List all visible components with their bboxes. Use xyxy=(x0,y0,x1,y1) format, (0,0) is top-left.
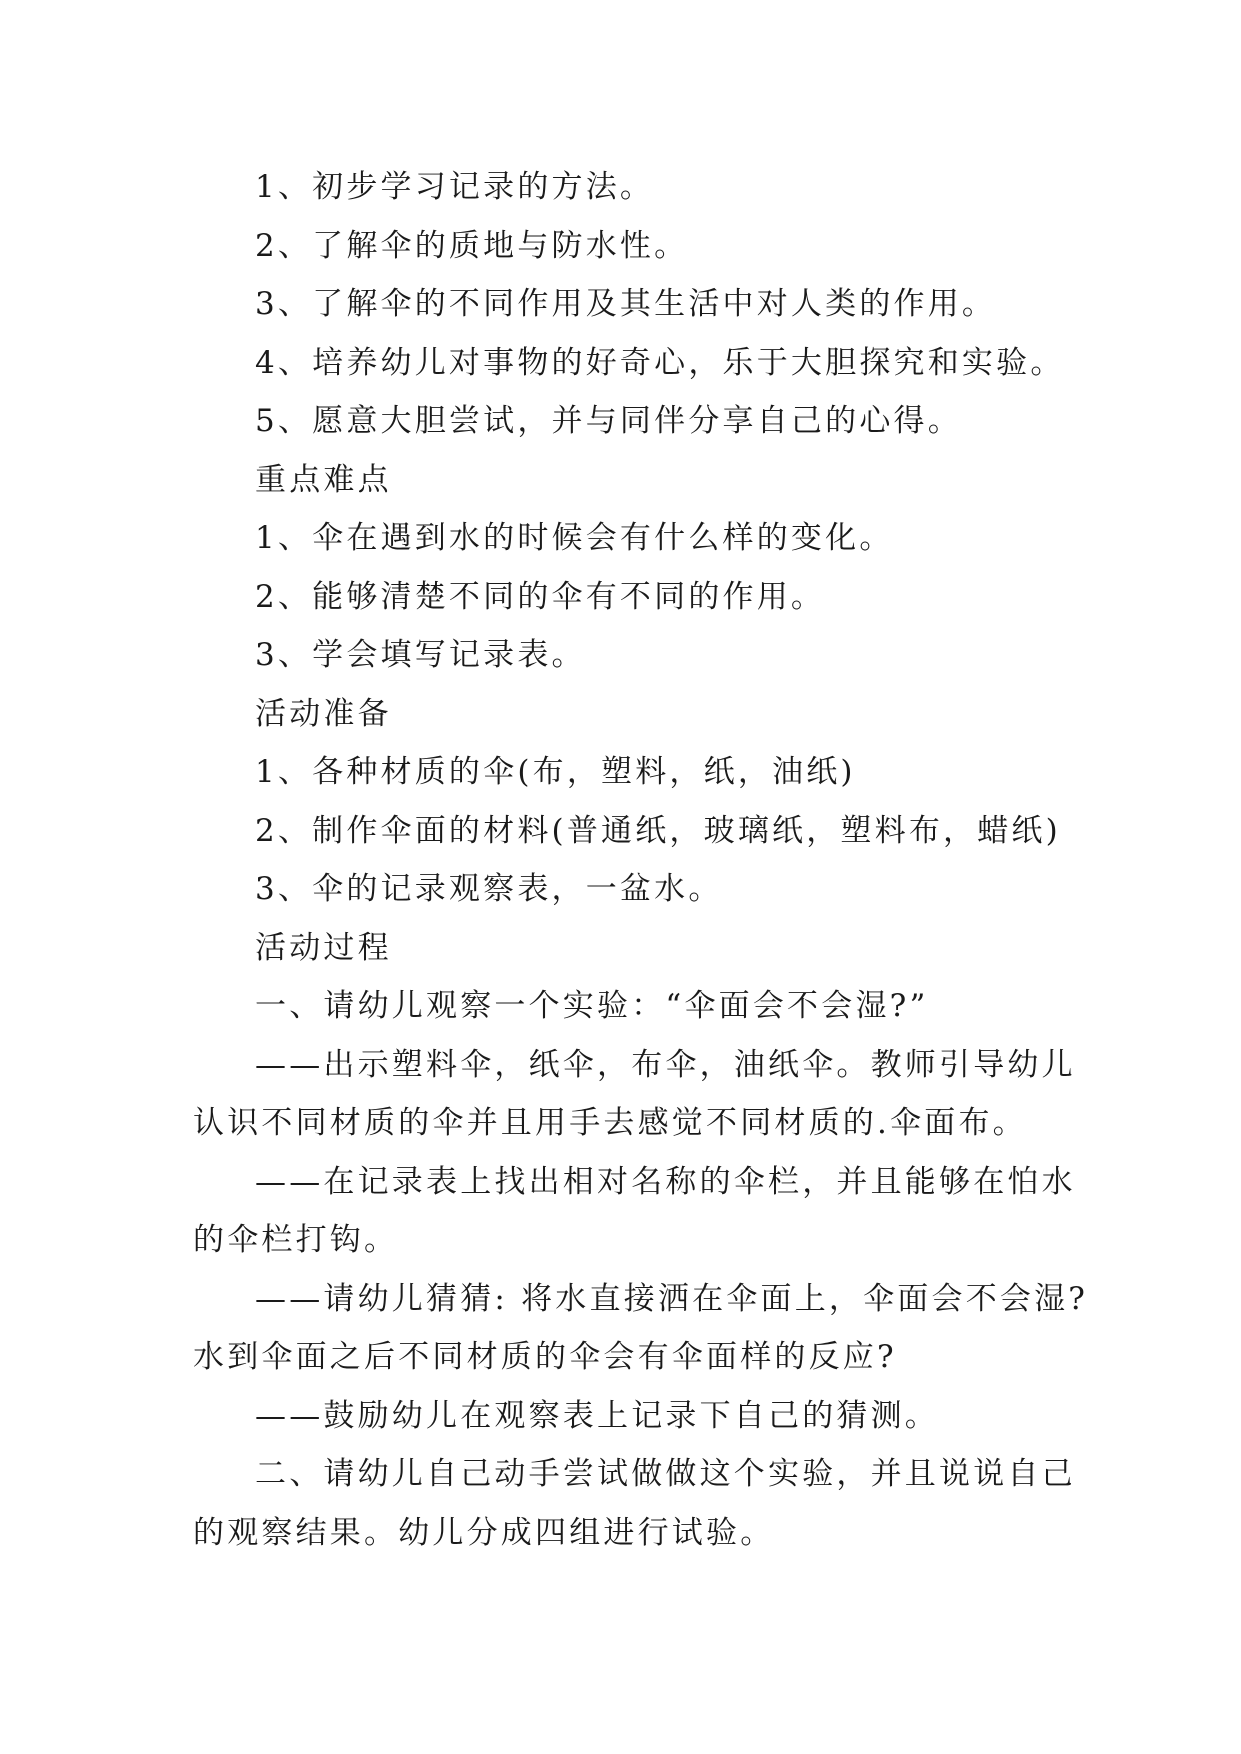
text-line: 4、培养幼儿对事物的好奇心，乐于大胆探究和实验。 xyxy=(255,344,1065,381)
text-line: ——鼓励幼儿在观察表上记录下自己的猜测。 xyxy=(255,1397,939,1434)
text-line-continuation: 水到伞面之后不同材质的伞会有伞面样的反应? xyxy=(193,1339,897,1375)
text-line: 二、请幼儿自己动手尝试做做这个实验，并且说说自己 xyxy=(255,1456,1076,1492)
text-line: 2、制作伞面的材料(普通纸，玻璃纸，塑料布，蜡纸) xyxy=(255,812,1061,849)
text-line: 2、了解伞的质地与防水性。 xyxy=(255,227,689,264)
text-line: 3、学会填写记录表。 xyxy=(255,637,586,673)
section-heading-preparation: 活动准备 xyxy=(255,695,392,732)
section-heading-key-points: 重点难点 xyxy=(255,461,392,498)
text-line: 一、请幼儿观察一个实验：“伞面会不会湿?” xyxy=(255,988,929,1024)
document-body xyxy=(193,158,1089,1562)
text-line: ——在记录表上找出相对名称的伞栏，并且能够在怕水 xyxy=(255,1163,1076,1200)
text-line: 1、伞在遇到水的时候会有什么样的变化。 xyxy=(255,520,894,556)
text-line: ——请幼儿猜猜: 将水直接洒在伞面上，伞面会不会湿? xyxy=(255,1280,1089,1317)
text-line: 1、各种材质的伞(布，塑料，纸，油纸) xyxy=(255,754,856,790)
text-line: 3、了解伞的不同作用及其生活中对人类的作用。 xyxy=(255,286,997,322)
section-heading-process: 活动过程 xyxy=(255,929,392,966)
text-line: 2、能够清楚不同的伞有不同的作用。 xyxy=(255,578,826,615)
text-line-continuation: 的观察结果。幼儿分成四组进行试验。 xyxy=(193,1514,775,1551)
text-line: ——出示塑料伞，纸伞，布伞，油纸伞。教师引导幼儿 xyxy=(255,1046,1076,1083)
text-line: 3、伞的记录观察表，一盆水。 xyxy=(255,871,723,907)
text-line-continuation: 的伞栏打钩。 xyxy=(193,1222,399,1258)
text-line-continuation: 认识不同材质的伞并且用手去感觉不同材质的.伞面布。 xyxy=(193,1105,1027,1141)
text-line: 1、初步学习记录的方法。 xyxy=(255,169,655,205)
text-line: 5、愿意大胆尝试，并与同伴分享自己的心得。 xyxy=(255,403,962,439)
